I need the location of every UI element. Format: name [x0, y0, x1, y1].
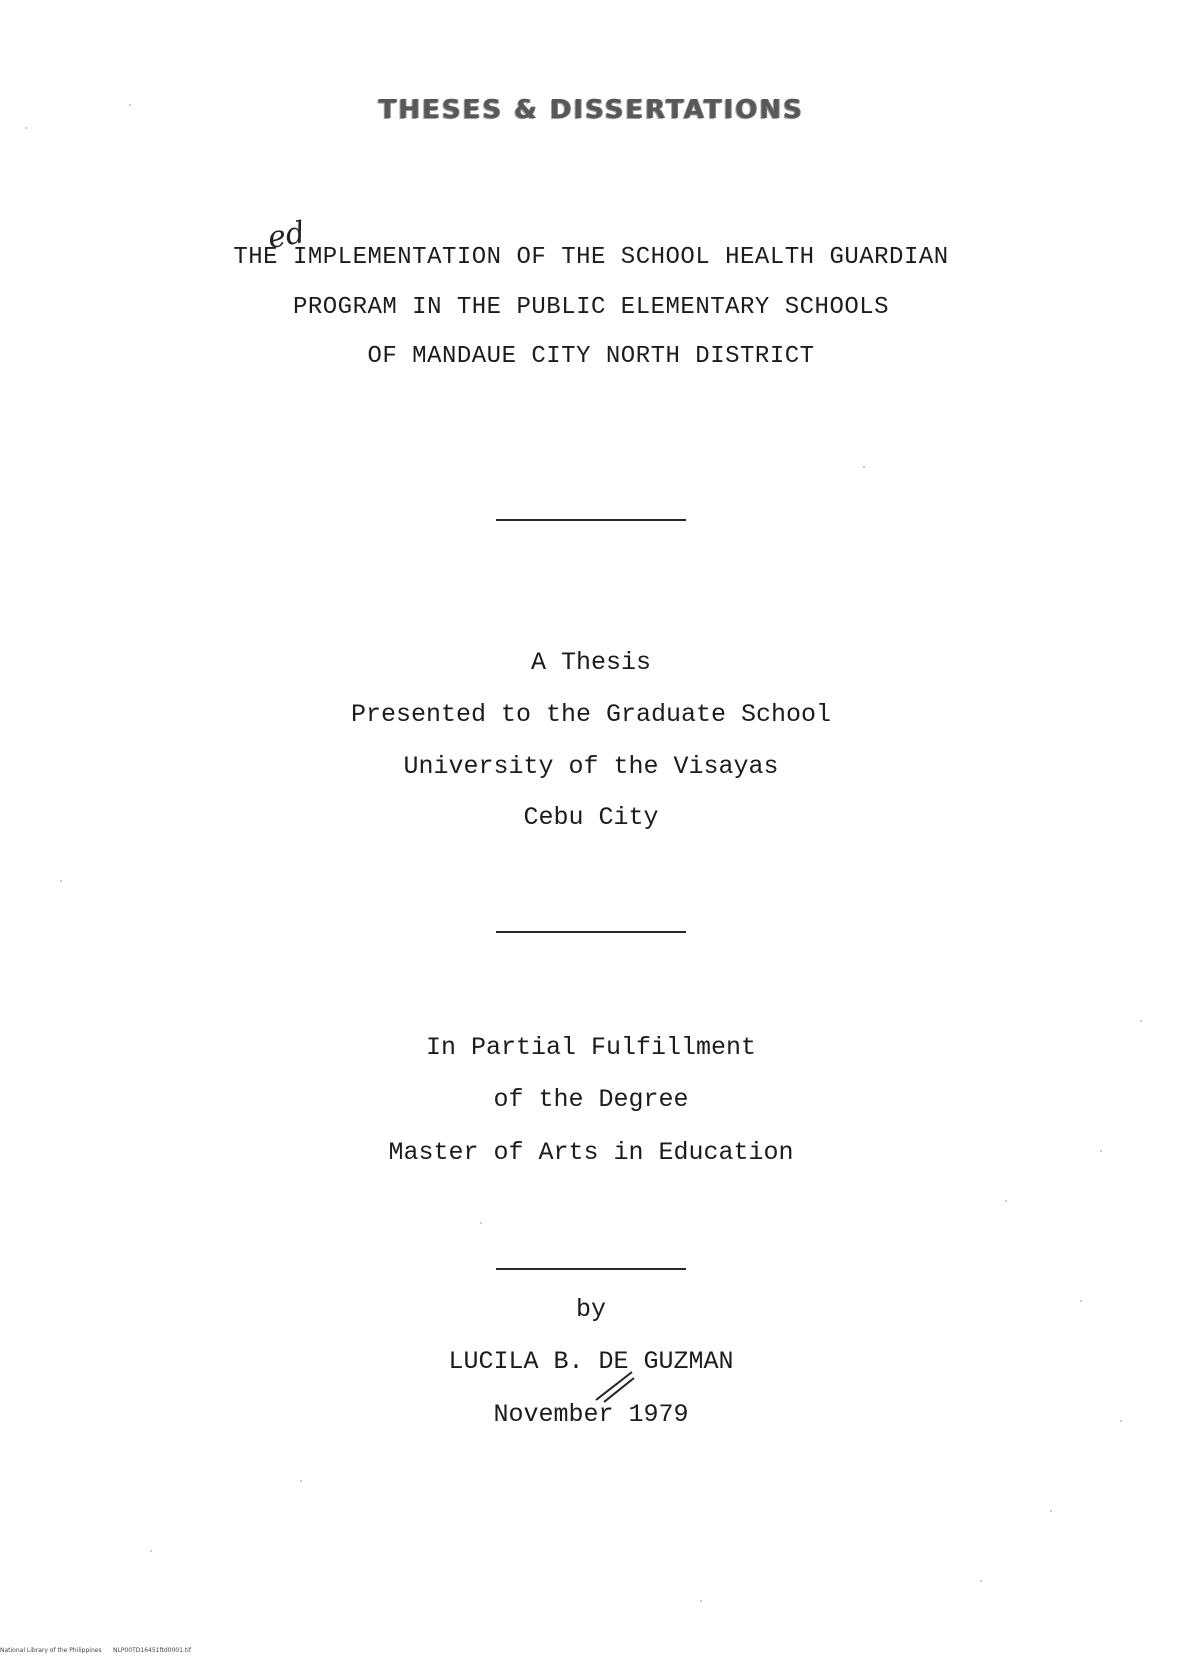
- scan-speck: [480, 1222, 482, 1224]
- scan-speck: [1050, 1510, 1052, 1512]
- footer-library: National Library of the Philippines: [0, 1647, 102, 1654]
- fulfillment-line-2: of the Degree: [493, 1085, 689, 1114]
- author-name: LUCILA B. DE GUZMAN: [448, 1347, 734, 1376]
- date-line: November 1979: [493, 1400, 689, 1429]
- scan-speck: [1080, 1300, 1082, 1302]
- footer-file: NLP00TD16451ftd0001.tif: [113, 1647, 191, 1654]
- footer-caption: [0, 1647, 191, 1654]
- presented-to-line: Presented to the Graduate School: [350, 700, 832, 729]
- handwritten-annotation: ed: [265, 215, 308, 256]
- scan-speck: [1005, 1200, 1007, 1202]
- title-line-1: THE IMPLEMENTATION OF THE SCHOOL HEALTH GUARDIAN: [233, 244, 949, 271]
- divider-rule-3: [496, 1268, 686, 1270]
- theses-dissertations-stamp: THESES & DISSERTATIONS: [378, 95, 804, 125]
- scan-speck: [1120, 1420, 1122, 1422]
- scan-speck: [129, 104, 131, 106]
- scan-speck: [1100, 1150, 1102, 1152]
- scan-speck: [300, 1480, 302, 1482]
- scan-speck: [60, 880, 62, 882]
- title-line-2: PROGRAM IN THE PUBLIC ELEMENTARY SCHOOLS: [292, 294, 890, 321]
- degree-line: Master of Arts in Education: [388, 1138, 794, 1167]
- scan-speck: [863, 466, 865, 468]
- scan-speck: [700, 1600, 702, 1602]
- scan-speck: [25, 127, 27, 129]
- fulfillment-line-1: In Partial Fulfillment: [425, 1033, 757, 1062]
- thesis-label: A Thesis: [530, 648, 652, 677]
- university-line: University of the Visayas: [403, 752, 779, 781]
- title-line-3: OF MANDAUE CITY NORTH DISTRICT: [367, 343, 815, 370]
- divider-rule-2: [496, 931, 686, 933]
- city-line: Cebu City: [523, 803, 659, 832]
- scan-speck: [980, 1580, 982, 1582]
- by-label: by: [575, 1295, 606, 1324]
- handwritten-slash-mark: [592, 1368, 636, 1404]
- scan-speck: [1140, 1020, 1142, 1022]
- divider-rule-1: [496, 519, 686, 521]
- scan-speck: [150, 1550, 152, 1552]
